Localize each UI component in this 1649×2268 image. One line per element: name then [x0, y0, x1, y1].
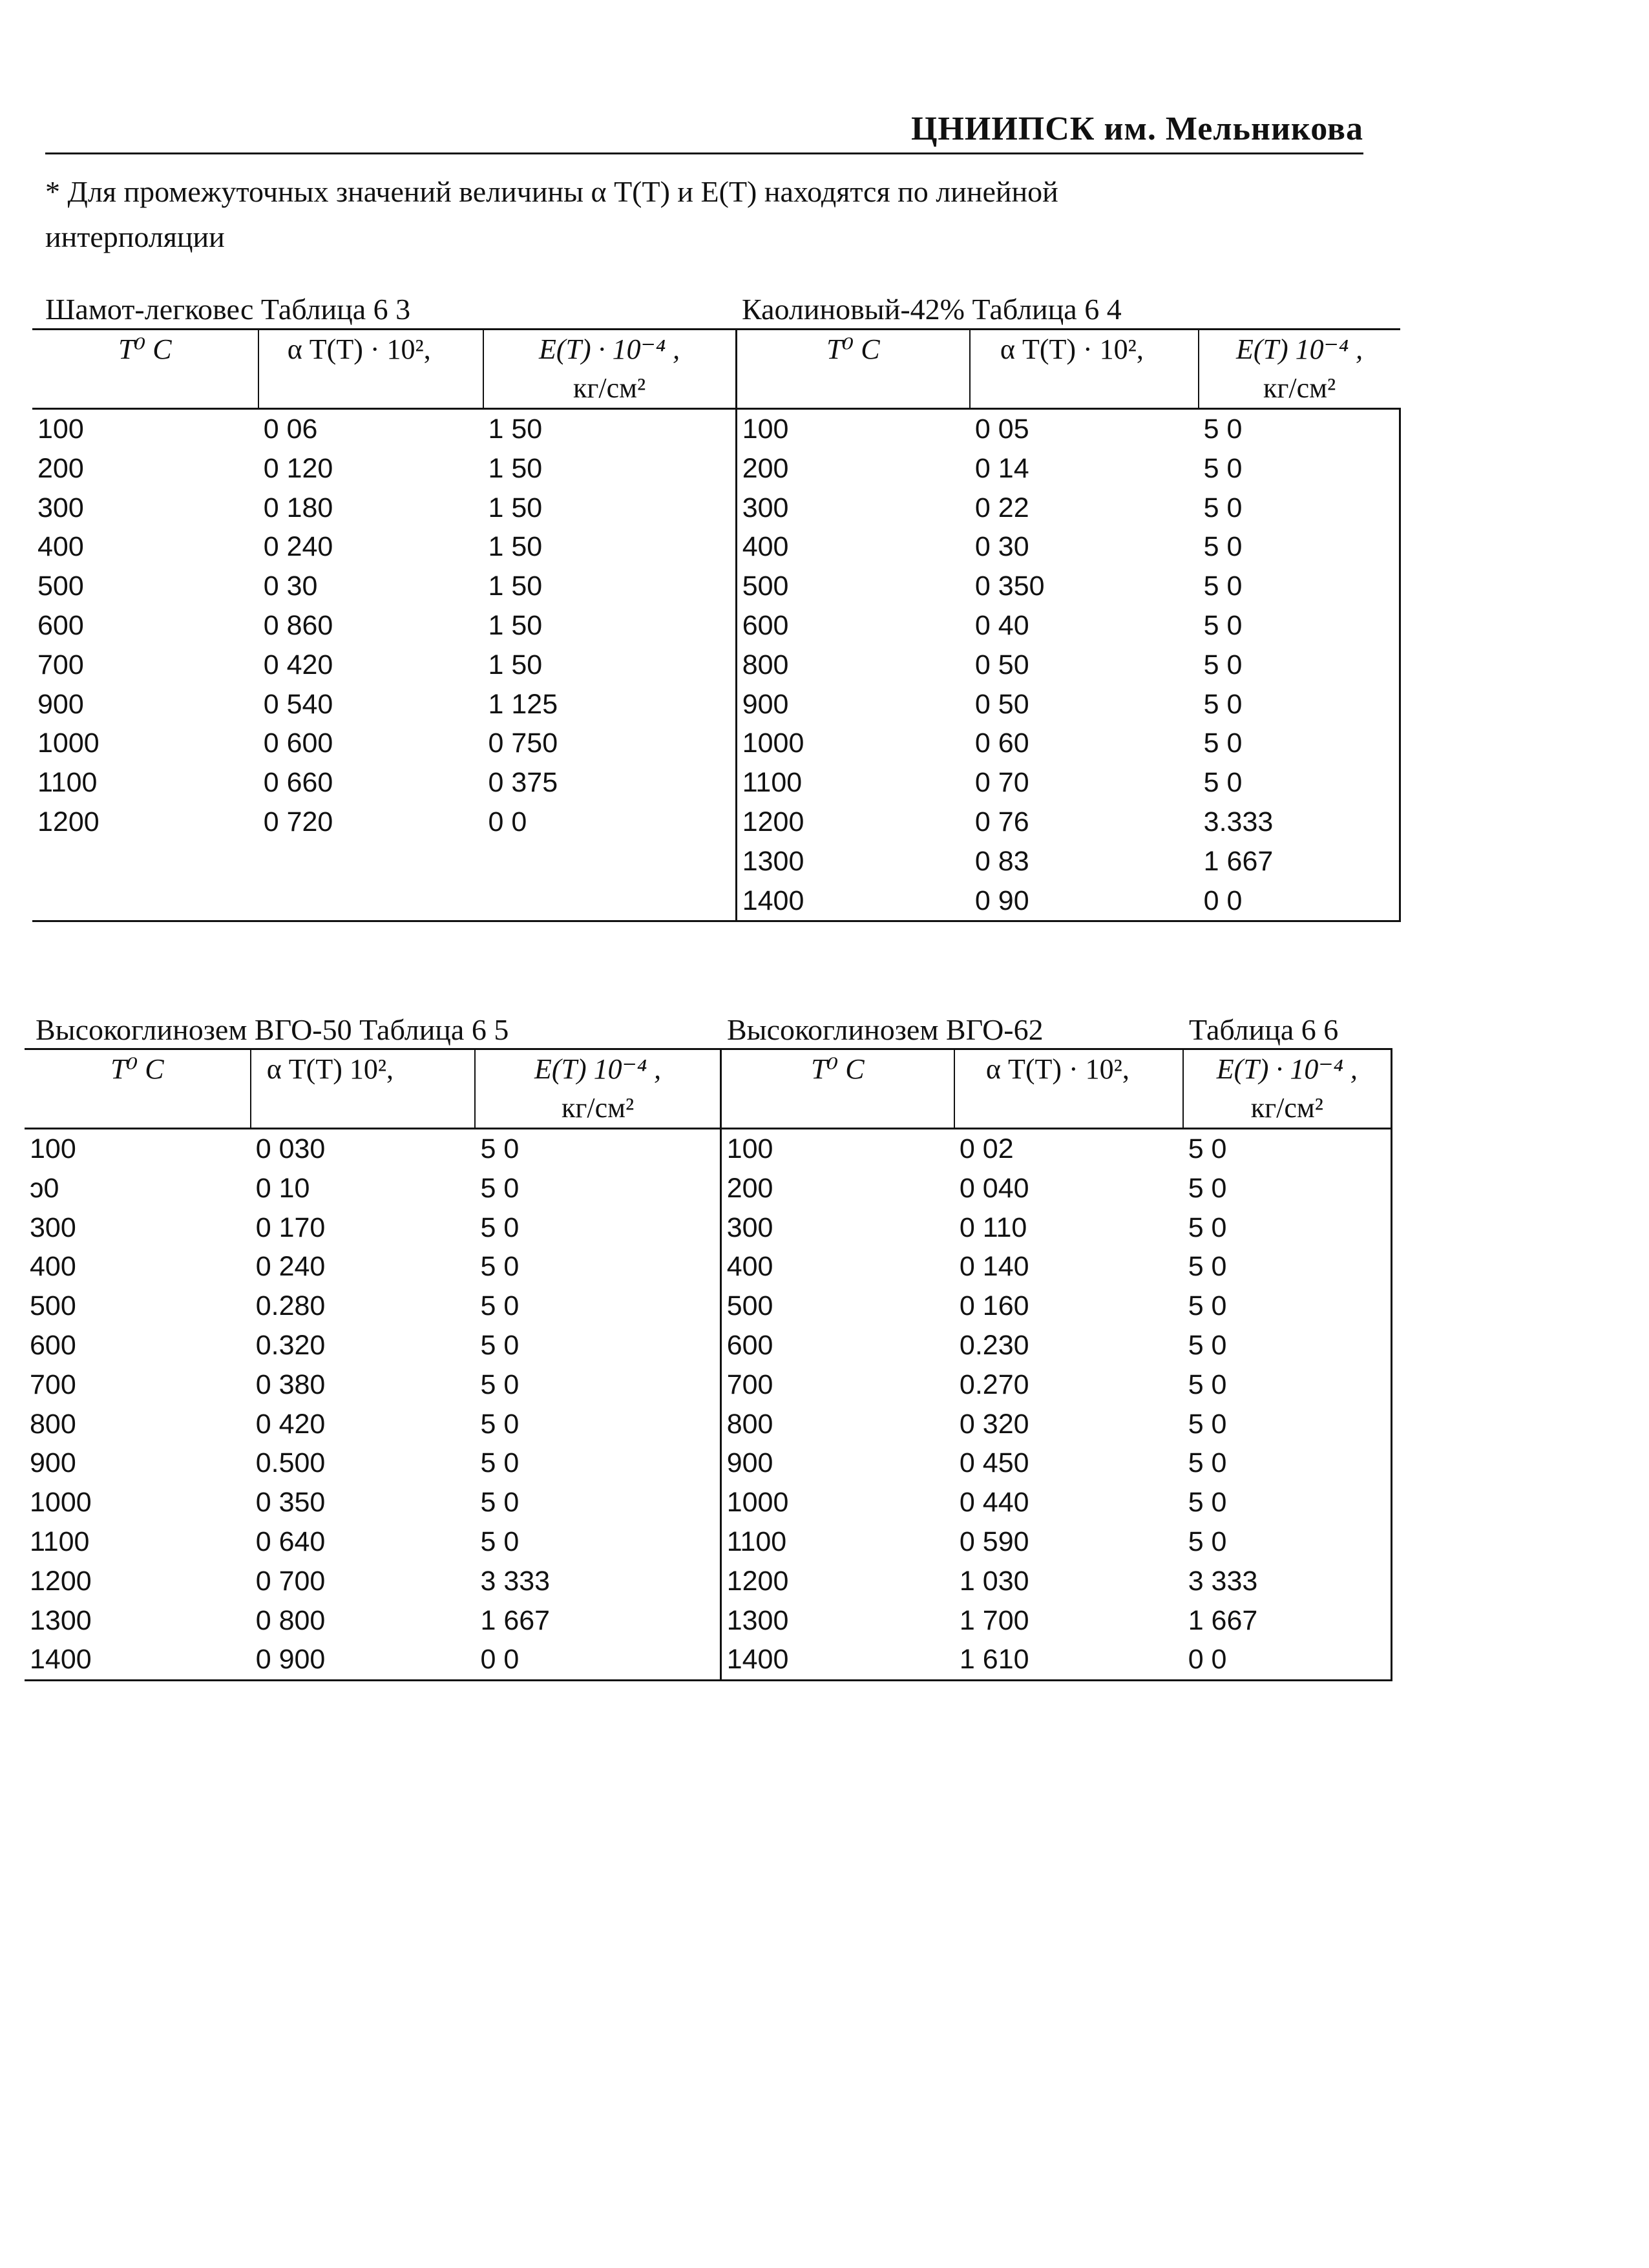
- table66-cell-0-1: 0 02: [959, 1133, 1014, 1164]
- table63-cell-3-1: 0 240: [263, 531, 333, 563]
- t65-header-temp: T⁰ C: [25, 1049, 251, 1129]
- table-row: [25, 1483, 1392, 1522]
- table66-cell-5-0: 600: [726, 1329, 773, 1361]
- table65-cell-1-0: ɔ0: [30, 1172, 59, 1204]
- table65-cell-2-1: 0 170: [255, 1212, 326, 1243]
- table66-cell-2-2: 5 0: [1183, 1208, 1392, 1248]
- table66-cell-12-0: 1300: [726, 1604, 789, 1636]
- interpolation-note: [45, 169, 1338, 260]
- table66-cell-4-2: 5 0: [1183, 1286, 1392, 1326]
- table-row: [32, 842, 1400, 881]
- table63-cell-7-2: 1 125: [483, 685, 737, 724]
- table64-cell-5-0: 600: [742, 609, 789, 641]
- table64-cell-7-1: 0 50: [974, 688, 1029, 720]
- table64-cell-4-1: 0 350: [974, 571, 1045, 602]
- table65-cell-5-1: 0.320: [255, 1329, 326, 1361]
- table65-cell-10-0: 1100: [30, 1526, 90, 1557]
- t65-header-alpha: α T(T) 10²,: [251, 1049, 476, 1129]
- t63-header-alpha: α T(T) · 10²,: [258, 330, 483, 409]
- table-row: [32, 567, 1400, 606]
- table64-cell-6-2: 5 0: [1199, 646, 1400, 685]
- table65-cell-4-0: 500: [30, 1290, 76, 1322]
- table66-cell-10-2: 5 0: [1183, 1522, 1392, 1562]
- table63-cell-10-2: 0 0: [483, 803, 737, 842]
- table66-cell-1-1: 0 040: [959, 1172, 1029, 1204]
- table65-cell-5-2: 5 0: [475, 1326, 720, 1365]
- table66-cell-2-1: 0 110: [959, 1212, 1027, 1243]
- table66-cell-8-2: 5 0: [1183, 1444, 1392, 1483]
- t63-header-e-unit: кг/см²: [572, 372, 646, 404]
- table65-cell-13-2: 0 0: [475, 1640, 720, 1680]
- table65-cell-8-1: 0.500: [255, 1447, 326, 1479]
- table65-cell-8-2: 5 0: [475, 1444, 720, 1483]
- table65-cell-0-0: 100: [30, 1133, 76, 1164]
- table63-cell-1-0: 200: [37, 452, 84, 484]
- table65-cell-13-0: 1400: [25, 1640, 251, 1680]
- table64-cell-3-1: 0 30: [974, 531, 1029, 563]
- table64-cell-12-1: 0 90: [970, 881, 1199, 921]
- table66-cell-10-1: 0 590: [959, 1526, 1029, 1557]
- table63-cell-10-0: 1200: [37, 806, 100, 837]
- table64-cell-5-2: 5 0: [1199, 606, 1400, 646]
- table65-cell-3-2: 5 0: [475, 1247, 720, 1286]
- table64-cell-11-1: 0 83: [974, 845, 1029, 877]
- table65-cell-9-2: 5 0: [475, 1483, 720, 1522]
- table65-cell-3-0: 400: [30, 1251, 76, 1283]
- table66-cell-3-2: 5 0: [1183, 1247, 1392, 1286]
- table63-cell-9-0: 1100: [37, 767, 98, 799]
- note-line-2: интерполяции: [45, 220, 225, 253]
- table65-cell-7-1: 0 420: [255, 1408, 326, 1440]
- table63-cell-5-1: 0 860: [263, 609, 333, 641]
- table63-cell-8-2: 0 750: [483, 724, 737, 763]
- table64-cell-1-1: 0 14: [974, 452, 1029, 484]
- table65-cell-6-1: 0 380: [255, 1369, 326, 1400]
- table-row: [32, 449, 1400, 488]
- table65-cell-12-0: 1300: [30, 1604, 92, 1636]
- table-row: [32, 646, 1400, 685]
- table64-cell-3-2: 5 0: [1199, 527, 1400, 567]
- table66-cell-5-2: 5 0: [1183, 1326, 1392, 1365]
- table66-cell-0-2: 5 0: [1183, 1129, 1392, 1169]
- table63-cell-7-0: 900: [37, 688, 84, 720]
- table66-cell-2-0: 300: [726, 1212, 773, 1243]
- t63-header-temp: T⁰ C: [32, 330, 258, 409]
- table-row: [25, 1208, 1392, 1248]
- table66-cell-4-0: 500: [726, 1290, 773, 1322]
- table-row: [32, 763, 1400, 803]
- t66-header-e: [1183, 1049, 1392, 1129]
- table-row: [32, 685, 1400, 724]
- table63-cell-11-2: [483, 842, 737, 881]
- table64-cell-11-2: 1 667: [1199, 842, 1400, 881]
- table63-cell-7-1: 0 540: [263, 688, 333, 720]
- table63-cell-8-0: 1000: [37, 728, 100, 759]
- table-row: [32, 606, 1400, 646]
- table64-cell-9-2: 5 0: [1199, 763, 1400, 803]
- table66-cell-4-1: 0 160: [959, 1290, 1029, 1322]
- table65-cell-4-2: 5 0: [475, 1286, 720, 1326]
- table65-cell-4-1: 0.280: [255, 1290, 326, 1322]
- t64-header-alpha: α T(T) · 10²,: [970, 330, 1199, 409]
- table-row: [25, 1169, 1392, 1208]
- table63-cell-12-1: [258, 881, 483, 921]
- table65-cell-5-0: 600: [30, 1329, 76, 1361]
- table66-cell-11-0: 1200: [726, 1565, 789, 1597]
- table66-cell-12-1: 1 700: [959, 1604, 1029, 1636]
- table64-cell-10-2: 3.333: [1199, 803, 1400, 842]
- table66-cell-7-1: 0 320: [959, 1408, 1029, 1440]
- table64-cell-0-1: 0 05: [974, 414, 1029, 445]
- table65-cell-6-0: 700: [30, 1369, 76, 1400]
- table65-cell-2-2: 5 0: [475, 1208, 720, 1248]
- table64-cell-7-0: 900: [742, 688, 789, 720]
- table63-cell-12-0: [32, 881, 258, 921]
- table66-cell-6-0: 700: [726, 1369, 773, 1400]
- table-row: [32, 803, 1400, 842]
- table66-cell-6-2: 5 0: [1183, 1365, 1392, 1405]
- table65-cell-9-0: 1000: [30, 1487, 92, 1518]
- table-row: [32, 409, 1400, 449]
- table63-cell-6-0: 700: [37, 649, 84, 680]
- table64-cell-1-2: 5 0: [1199, 449, 1400, 488]
- table65-cell-9-1: 0 350: [255, 1487, 326, 1518]
- table63-cell-6-2: 1 50: [483, 646, 737, 685]
- table63-cell-4-2: 1 50: [483, 567, 737, 606]
- table64-cell-4-2: 5 0: [1199, 567, 1400, 606]
- table64-cell-8-1: 0 60: [974, 728, 1029, 759]
- table66-cell-6-1: 0.270: [959, 1369, 1029, 1400]
- table-row: [32, 527, 1400, 567]
- table65-cell-7-2: 5 0: [475, 1405, 720, 1444]
- table66-cell-9-0: 1000: [726, 1487, 789, 1518]
- table64-cell-9-0: 1100: [742, 767, 803, 799]
- table-row: [25, 1247, 1392, 1286]
- table65-cell-0-1: 0 030: [255, 1133, 326, 1164]
- table66-cell-11-1: 1 030: [959, 1565, 1029, 1597]
- note-line-1: * Для промежуточных значений величины α T(T) и E(T) находятся по линейной: [45, 175, 1058, 208]
- t64-header-e-top: E(T) 10⁻⁴ ,: [1235, 333, 1363, 365]
- table63-cell-0-2: 1 50: [483, 409, 737, 449]
- table66-cell-13-2: 0 0: [1183, 1640, 1392, 1680]
- table-row: [25, 1562, 1392, 1601]
- table-row: [25, 1522, 1392, 1562]
- table-6-4-caption: Каолиновый-42% Таблица 6 4: [742, 293, 1122, 326]
- table65-cell-12-1: 0 800: [255, 1604, 326, 1636]
- t65-header-e-top: E(T) 10⁻⁴ ,: [534, 1053, 662, 1085]
- table-6-6-caption: Высокоглинозем ВГО-62: [727, 1013, 1044, 1046]
- t66-header-e-unit: кг/см²: [1250, 1092, 1323, 1124]
- table63-cell-4-0: 500: [37, 571, 84, 602]
- table64-cell-2-0: 300: [742, 492, 789, 523]
- t65-header-e: [475, 1049, 720, 1129]
- table63-cell-10-1: 0 720: [263, 806, 333, 837]
- table63-cell-0-1: 0 06: [263, 414, 318, 445]
- table64-cell-8-2: 5 0: [1199, 724, 1400, 763]
- table64-cell-8-0: 1000: [742, 728, 804, 759]
- tables-6-3-6-4: [32, 328, 1401, 922]
- table63-cell-11-1: [258, 842, 483, 881]
- table65-cell-3-1: 0 240: [255, 1251, 326, 1283]
- table64-cell-10-1: 0 76: [974, 806, 1029, 837]
- table-row: [25, 1444, 1392, 1483]
- table66-cell-3-1: 0 140: [959, 1251, 1029, 1283]
- table64-cell-4-0: 500: [742, 571, 789, 602]
- t66-header-e-top: E(T) · 10⁻⁴ ,: [1216, 1053, 1358, 1085]
- table63-cell-5-0: 600: [37, 609, 84, 641]
- table66-cell-5-1: 0.230: [959, 1329, 1029, 1361]
- table66-cell-8-1: 0 450: [959, 1447, 1029, 1479]
- table65-cell-1-1: 0 10: [255, 1172, 310, 1204]
- page-header: [45, 110, 1363, 154]
- t66-header-temp: T⁰ C: [720, 1049, 954, 1129]
- table65-cell-11-1: 0 700: [255, 1565, 326, 1597]
- t64-header-e-unit: кг/см²: [1263, 372, 1336, 404]
- table-6-6-number: Таблица 6 6: [1189, 1013, 1339, 1046]
- table-row: [25, 1129, 1392, 1169]
- table-row: [32, 724, 1400, 763]
- table63-cell-9-1: 0 660: [263, 767, 333, 799]
- table65-cell-10-1: 0 640: [255, 1526, 326, 1557]
- table63-cell-3-2: 1 50: [483, 527, 737, 567]
- tables-6-5-6-6: [25, 1048, 1392, 1681]
- table64-cell-12-2: 0 0: [1199, 881, 1400, 921]
- table63-cell-8-1: 0 600: [263, 728, 333, 759]
- table63-cell-9-2: 0 375: [483, 763, 737, 803]
- table-row: [32, 488, 1400, 528]
- table66-cell-0-0: 100: [726, 1133, 773, 1164]
- table64-cell-2-2: 5 0: [1199, 488, 1400, 528]
- table64-cell-6-1: 0 50: [974, 649, 1029, 680]
- t63-header-e: [483, 330, 737, 409]
- table64-cell-0-0: 100: [742, 414, 789, 445]
- table-6-3-caption: Шамот-легковес Таблица 6 3: [45, 293, 411, 326]
- table65-cell-7-0: 800: [30, 1408, 76, 1440]
- table64-cell-12-0: 1400: [736, 881, 970, 921]
- table-row: [25, 1601, 1392, 1641]
- table65-cell-0-2: 5 0: [475, 1129, 720, 1169]
- table65-cell-6-2: 5 0: [475, 1365, 720, 1405]
- table63-cell-3-0: 400: [37, 531, 84, 563]
- table64-cell-11-0: 1300: [742, 845, 804, 877]
- table66-cell-7-2: 5 0: [1183, 1405, 1392, 1444]
- table63-cell-2-0: 300: [37, 492, 84, 523]
- table63-cell-11-0: [32, 842, 258, 881]
- table65-cell-1-2: 5 0: [475, 1169, 720, 1208]
- table64-cell-0-2: 5 0: [1199, 409, 1400, 449]
- table65-cell-11-2: 3 333: [475, 1562, 720, 1601]
- table66-cell-9-1: 0 440: [959, 1487, 1029, 1518]
- table63-cell-0-0: 100: [37, 414, 84, 445]
- table64-cell-1-0: 200: [742, 452, 789, 484]
- t63-header-e-top: E(T) · 10⁻⁴ ,: [539, 333, 680, 365]
- table66-cell-9-2: 5 0: [1183, 1483, 1392, 1522]
- table64-cell-3-0: 400: [742, 531, 789, 563]
- table65-cell-11-0: 1200: [30, 1565, 92, 1597]
- organization-name: ЦНИИПСК им. Мельникова: [910, 110, 1363, 147]
- table64-cell-6-0: 800: [742, 649, 789, 680]
- table66-cell-12-2: 1 667: [1183, 1601, 1392, 1641]
- table66-cell-1-2: 5 0: [1183, 1169, 1392, 1208]
- table64-cell-7-2: 5 0: [1199, 685, 1400, 724]
- table65-cell-8-0: 900: [30, 1447, 76, 1479]
- table65-cell-12-2: 1 667: [475, 1601, 720, 1641]
- table66-cell-8-0: 900: [726, 1447, 773, 1479]
- table65-cell-10-2: 5 0: [475, 1522, 720, 1562]
- table63-cell-2-2: 1 50: [483, 488, 737, 528]
- table66-cell-3-0: 400: [726, 1251, 773, 1283]
- table65-cell-13-1: 0 900: [251, 1640, 476, 1680]
- table63-cell-12-2: [483, 881, 737, 921]
- table64-cell-5-1: 0 40: [974, 609, 1029, 641]
- table-row: [32, 881, 1400, 921]
- table63-cell-1-1: 0 120: [263, 452, 333, 484]
- table-row: [25, 1286, 1392, 1326]
- table63-cell-5-2: 1 50: [483, 606, 737, 646]
- table64-cell-10-0: 1200: [742, 806, 804, 837]
- table63-cell-1-2: 1 50: [483, 449, 737, 488]
- table64-cell-2-1: 0 22: [974, 492, 1029, 523]
- table63-cell-4-1: 0 30: [263, 571, 318, 602]
- t64-header-temp: T⁰ C: [736, 330, 970, 409]
- table-row: [25, 1640, 1392, 1680]
- t64-header-e: [1199, 330, 1400, 409]
- table66-cell-11-2: 3 333: [1183, 1562, 1392, 1601]
- table-row: [25, 1405, 1392, 1444]
- table-row: [25, 1326, 1392, 1365]
- table64-cell-9-1: 0 70: [974, 767, 1029, 799]
- t66-header-alpha: α T(T) · 10²,: [954, 1049, 1183, 1129]
- table66-cell-13-1: 1 610: [954, 1640, 1183, 1680]
- table-row: [25, 1365, 1392, 1405]
- table66-cell-7-0: 800: [726, 1408, 773, 1440]
- table63-cell-2-1: 0 180: [263, 492, 333, 523]
- table65-cell-2-0: 300: [30, 1212, 76, 1243]
- table66-cell-10-0: 1100: [726, 1526, 787, 1557]
- table-6-5-caption: Высокоглинозем ВГО-50 Таблица 6 5: [36, 1013, 509, 1046]
- table63-cell-6-1: 0 420: [263, 649, 333, 680]
- table66-cell-13-0: 1400: [720, 1640, 954, 1680]
- t65-header-e-unit: кг/см²: [561, 1092, 635, 1124]
- table66-cell-1-0: 200: [726, 1172, 773, 1204]
